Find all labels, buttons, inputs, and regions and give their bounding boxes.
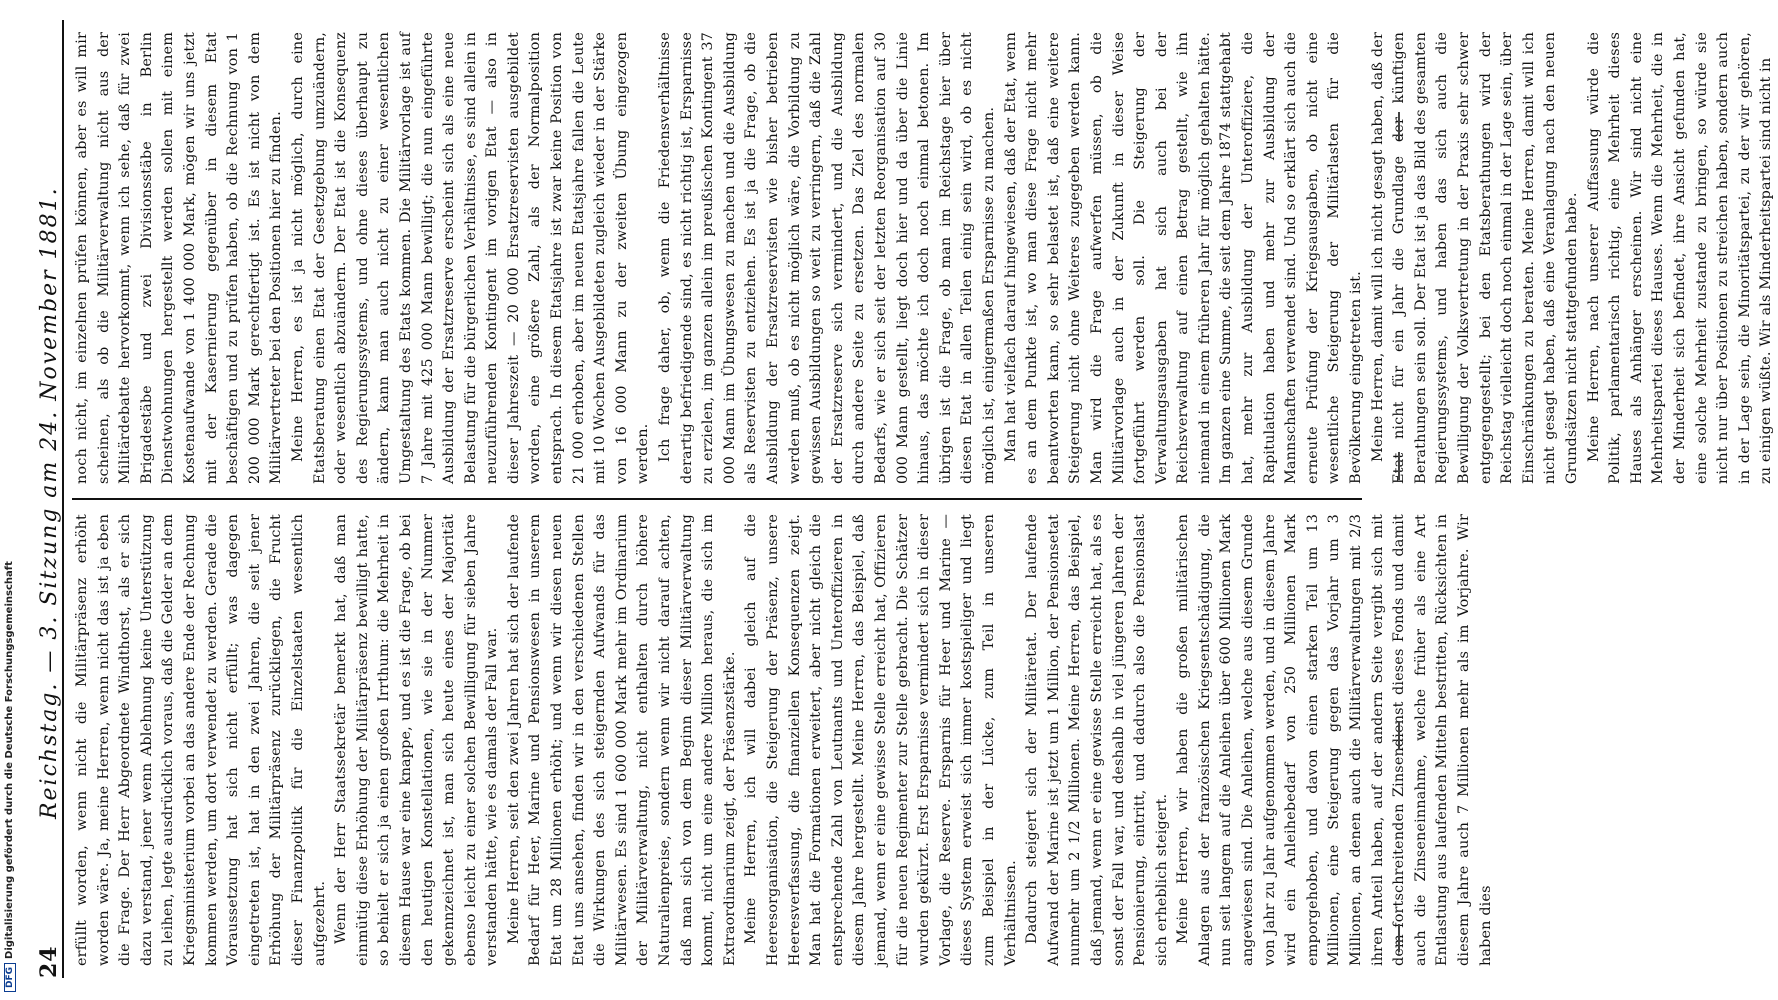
paragraph: Man hat vielfach darauf hingewiesen, daß der Etat, wenn es an dem Punkte ist, wo man diese Frage nicht mehr beantworten kann, so sehr belastet ist, daß eine weitere Steigerung nicht ohne Weiteres zugegeben werden kann. Man wird die Frage aufwerfen müssen, ob die Militärvorlage auch in der Zukunft in dieser Weise fortgeführt werden soll. Die Steigerung der Verwaltungsausgaben hat sich auch bei der Reichsverwaltung auf einen Betrag gestellt, wie ihn niemand in einem früheren Jahr für möglich gehalten hätte. Im ganzen eine Summe, die seit dem Jahre 1874 stattgehabt hat, mehr zur Ausbildung der Unteroffiziere, die Rapitulation haben und mehr zur Ausbildung der Mannschaften verwendet sind. Und so erklärt sich auch die erneute Prüfung der Kriegsausgaben, ob nicht eine wesentliche Steigerung der Militärlasten für die Bevölkerung eingetreten ist. — [1002, 32, 1365, 484]
footer-rule — [1398, 722, 1400, 750]
paragraph: noch nicht, im einzelnen prüfen können, aber es will mir scheinen, als ob die Militärverwaltung nicht aus der Militärdebatte hervorkommt, wenn ich sehe, daß für zwei Brigadestäbe und zwei Divisionsstäbe in Berlin Dienstwohnungen hergestellt werden sollen mit einem Kostenaufwande von 1 400 000 Mark, mögen wir uns jetzt mit der Kasernierung gegenüber in diesem Etat beschäftigen und zu prüfen haben, ob die Rechnung von 1 200 000 Mark gerechtfertigt ist. Es ist nicht von dem Militärvertreter bei den Positionen hier zu finden. — [74, 32, 285, 484]
credit-text: Digitalisierung gefördert durch die Deutsche Forschungsgemeinschaft — [4, 561, 15, 959]
paragraph: Meine Herren, damit will ich nicht gesagt haben, daß der Etat nicht für ein Jahr die Grundlage der künftigen Berathungen sein soll. Der Etat ist ja das Bild des gesamten Regierungssystems, und haben das sich auch die Bewilligung der Volksvertretung in der Praxis sehr schwer entgegengestellt; bei den Etatsberathungen wird der Reichstag vielleicht doch noch einmal in der Lage sein, über Einschränkungen zu beraten. Meine Herren, damit will ich nicht gesagt haben, daß eine Veranlagung nach den neuen Grundsätzen nicht stattgefunden habe. — [1369, 32, 1580, 484]
paragraph: Dadurch steigert sich der Militäretat. Der laufende Aufwand der Marine ist jetzt um 1 Million, der Pensionsetat nunmehr um 2 1/2 Millionen. Meine Herren, das Beispiel, daß jemand, wenn er eine gewisse Stelle erreicht hat, als es sonst der Fall war, und deshalb in viel jüngeren Jahren der Pensionierung, eintritt, und dadurch also die Pensionslast sich erheblich steigert. — [1024, 514, 1170, 966]
text-columns — [72, 20, 1775, 978]
footer-rule — [1398, 112, 1400, 140]
paragraph: erfüllt worden, wenn nicht die Militärpräsenz erhöht worden wäre. Ja, meine Herren, wenn nicht das ist ja eben die Frage. Der Herr Abgeordnete Windthorst, als er sich dazu verstand, jener wenn Ablehnung keine Unterstützung zu leihen, legte ausdrücklich voraus, daß die Gelder an dem Kriegsministerium vorbei an das andere Ende der Rechnung kommen werden, um dort verwendet zu werden. Gerade die Voraussetzung hat sich nicht erfüllt; was dagegen eingetreten ist, hat in den zwei Jahren, die seit jener Erhöhung der Militärpräsenz zurückliegen, die Frucht dieser Finanzpolitik für die Einzelstaaten wesentlich aufgezehrt. — [74, 514, 328, 966]
footer-rule — [1398, 452, 1400, 480]
paragraph: Meine Herren, seit den zwei Jahren hat sich der laufende Bedarf für Heer, Marine und Pensionswesen in unserem Etat um 28 Millionen erhöht; und wenn wir diesen neuen Etat uns ansehen, finden wir in den verschiedenen Stellen die Wirkungen des sich steigernden Aufwands für das Militärwesen. Es sind 1 600 000 Mark mehr im Ordinarium der Militärverwaltung, nicht enthalten durch höhere Naturalienpreise, sondern wenn wir nicht darauf achten, daß man sich von dem Beginn dieser Militärverwaltung kommt, nicht um eine andere Million heraus, die sich im Extraordinarium zeigt, der Präsenzstärke. — [505, 514, 738, 966]
paragraph: Ich frage daher, ob, wenn die Friedensverhältnisse derartig befriedigende sind, es nicht richtig ist, Ersparnisse zu erzielen, im ganzen allein im preußischen Kontingent 37 000 Mann im Übungswesen zu machen und die Ausbildung als Reservisten zu entziehen. Es ist ja die Frage, ob die Ausbildung der Ersatzreservisten wie bisher betrieben werden muß, ob es nicht möglich wäre, die Vorbildung zu gewissen Ausbildungen so weit zu verringern, daß die Zahl der Ersatzreserve sich vermindert, und die Ausbildung durch andere Seite zu ersetzen. Das Ziel des normalen Bedarfs, wie er sich seit der letzten Reorganisation auf 30 000 Mann gestellt, liegt doch hier und da über die Linie hinaus, das möchte ich doch noch einmal betonen. Im übrigen ist die Frage, ob man im Reichstage hier über diesen Etat in allen Teilen einig sein wird, ob es nicht möglich ist, einigermaßen Ersparnisse zu machen. — [657, 32, 997, 484]
bottom-marks — [1398, 0, 1408, 1000]
paragraph: Meine Herren, wir haben die großen militärischen Anlagen aus der französischen Kriegsentschädigung, die nun seit langem auf die Anleihen über 600 Millionen Mark angewiesen sind. Die Anleihen, welche aus diesem Grunde von Jahr zu Jahr aufgenommen werden, und in diesem Jahre wird ein Anleihebedarf von 250 Millionen Mark emporgehoben, und davon einen starken Teil um 13 Millionen, eine Steigerung gegen das Vorjahr um 3 Millionen, an denen auch die Militärverwaltungen mit 2/3 ihren Anteil haben, auf der andern Seite vergibt sich mit dem fortschreitenden Zinsendienst dieses Fonds und damit auch die Zinseneinnahme, welche früher als eine Art Entlastung aus laufenden Mitteln bestritten, Rücksichten in diesem Jahre auch 7 Millionen mehr als im Vorjahre. Wir haben dies — [1175, 514, 1494, 966]
page-header — [18, 20, 64, 978]
digitization-credit — [0, 0, 18, 1000]
paragraph: Meine Herren, es ist ja nicht möglich, durch eine Etatsberatung einen Etat der Gesetzgebung umzuändern, oder wesentlich abzuändern. Der Etat ist die Konsequenz des Regierungssystems, und ohne dieses überhaupt zu ändern, kann man auch nicht zu einer wesentlichen Umgestaltung des Etats kommen. Die Militärvorlage ist auf 7 Jahre mit 425 000 Mann bewilligt; die nun eingeführte Ausbildung der Ersatzreserve erscheint sich als eine neue Belastung für die bürgerlichen Verhältnisse, es sind allein in neuzuführenden Kontingent im vorigen Etat — also in dieser Jahreszeit — 20 000 Ersatzreservisten ausgebildet worden, eine größere Zahl, als der Normalposition entsprach. In diesem Etatsjahre ist zwar keine Position von 21 000 erhoben, aber im neuen Etatsjahre fallen die Leute mit 10 Wochen Ausgebildeten zugleich wieder in der Stärke von 16 000 Mann zu der zweiten Übung eingezogen werden. — [289, 31, 652, 484]
paragraph: Meine Herren, ich will dabei gleich auf die Heeresorganisation, die Steigerung der Präsenz, unsere Heeresverfassung, die finanziellen Konsequenzen zeigt. Man hat die Formationen erweitert, aber nicht gleich die entsprechende Zahl von Leutnants und Unteroffizieren in diesem Jahre hergestellt. Meine Herren, das Beispiel, daß jemand, wenn er eine gewisse Stelle erreicht hat, Offizieren für die neuen Regimenter zur Stelle gebracht. Die Schätzer wurden gekürzt. Erst Ersparnisse vermindert sich in dieser Vorlage, die Reserve. Ersparnis für Heer und Marine — dieses System erweist sich immer kostspieliger und liegt zum Beispiel in der Lücke, zum Teil in unseren Verhältnissen. — [743, 514, 1019, 966]
column-divider — [72, 498, 1362, 500]
page-title: Reichstag. — 3. Sitzung am 24. November 1881. — [37, 186, 62, 820]
credit-text-wrap — [4, 0, 16, 992]
page-number: 24 — [36, 945, 62, 978]
left-column — [72, 502, 1494, 978]
right-column — [72, 20, 1775, 496]
footer-rule — [1398, 924, 1400, 952]
dfg-logo: DFG — [4, 963, 16, 992]
paragraph: Wenn der Herr Staatssekretär bemerkt hat, daß man einmütig diese Erhöhung der Militärpräsenz bewilligt hatte, so behielt er sich ja einen großen Irrthum: die Mehrheit in diesem Hause war eine knappe, und es ist die Frage, ob bei den heutigen Konstellationen, wie sie in der Nummer gekennzeichnet ist, man sich heute eines der Majorität ebenso leicht zu einer solchen Bewilligung für sieben Jahre verstanden hätte, wie es damals der Fall war. — [333, 514, 501, 966]
paragraph: Meine Herren, nach unserer Auffassung würde die Politik, parlamentarisch richtig, eine Mehrheit dieses Hauses als Anhänger erscheinen. Wir sind nicht eine Mehrheitspartei dieses Hauses. Wenn die Mehrheit, die in der Minderheit sich befindet, ihre Ansicht gefunden hat, eine solche Mehrheit zustande zu bringen, so würde sie nicht nur über Positionen zu streichen haben, sondern auch in der Lage sein, die Minoritätspartei, zu der wir gehören, zu einigen wüßte. Wir als Minderheitspartei sind nicht in — [1585, 32, 1775, 484]
